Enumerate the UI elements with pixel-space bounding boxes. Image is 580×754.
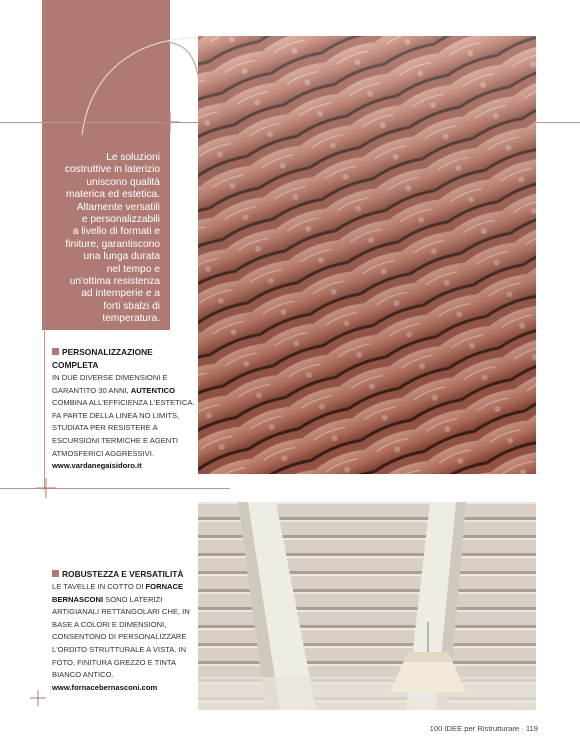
section1-body-after: COMBINA ALL'EFFICIENZA L'ESTETICA. FA PARTE DELLA LINEA NO LIMITS, STUDIATA PER RESISTERE A ESCURSIONI TERMICHE E AGENTI ATMOSFERICI AGGRESSIVI. [52,398,195,458]
section2-heading [52,568,192,581]
rule-vertical [44,330,45,490]
section1-body [52,372,196,460]
page-footer: 100 IDEE per Ristrutturare · 119 [429,724,538,733]
cross-mark-3 [30,690,46,706]
section1-heading-text: PERSONALIZZAZIONE COMPLETA [52,347,153,370]
ceiling-beams-photo [198,502,536,710]
section2-brand: FORNACE BERNASCONI [52,582,184,604]
cross-mark-2 [36,478,56,498]
section1-heading [52,346,196,372]
rule-middle [0,488,230,489]
roof-tiles-photo [198,36,536,474]
bullet-square-icon [52,348,59,355]
section2-url[interactable]: www.fornacebernasconi.com [52,682,158,692]
section2-heading-text: ROBUSTEZZA E VERSATILITÀ [62,569,184,579]
section1-body-before: IN DUE DIVERSE DIMENSIONI E GARANTITO 30 ANNI, [52,373,168,395]
bullet-square-icon [52,570,59,577]
section1-url[interactable]: www.vardanegaisidoro.it [52,461,142,471]
section1-brand: AUTENTICO [130,385,176,395]
section2-body [52,581,192,682]
section2-body-before: LE TAVELLE IN COTTO DI [52,582,146,591]
section-robustezza [52,568,192,694]
section-personalizzazione [52,346,196,473]
intro-text: Le soluzioni costruttive in laterizio uniscono qualità materica ed estetica. Altamente versatili e personalizzabili a livello di formati e finiture, garantiscono una lunga durata nel tempo e un'ottima resistenza ad intemperie e a forti sbalzi di temperatura. [64,152,160,325]
section2-body-after: SONO LATERIZI ARTIGIANALI RETTANGOLARI CHE, IN BASE A COLORI E DIMENSIONI, CONSENTONO DI PERSONALIZZARE L'ORDITO STRUTTURALE A VISTA. IN FOTO, FINITURA GREZZO E TINTA BIANCO ANTICO. [52,594,190,680]
cross-mark-1 [160,112,180,132]
